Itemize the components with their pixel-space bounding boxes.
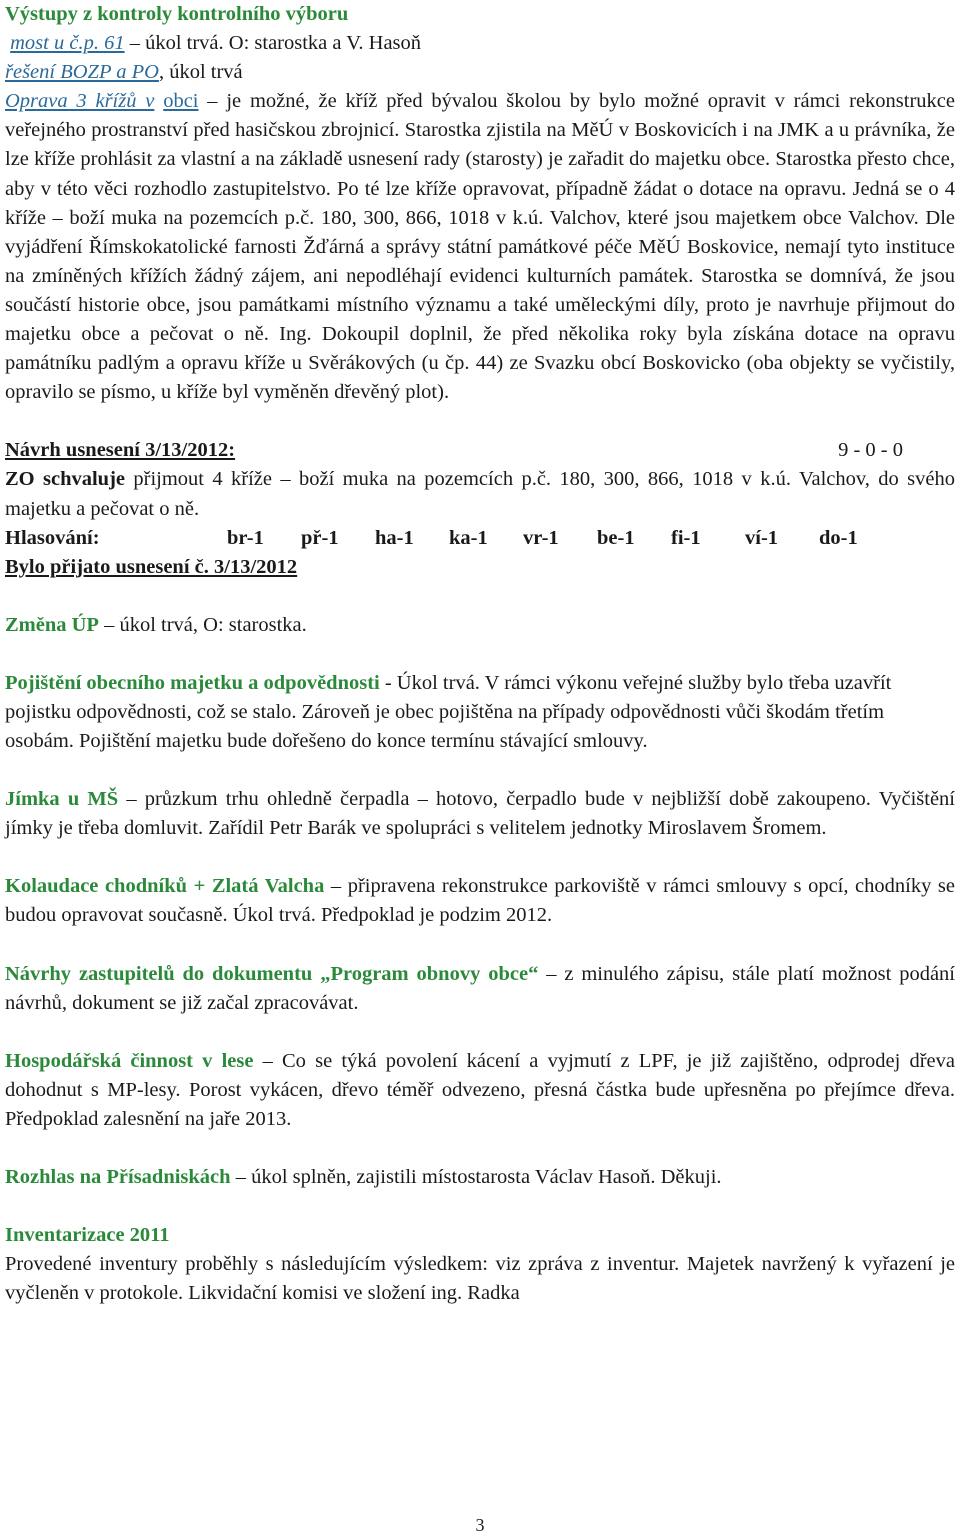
document-page — [5, 0, 955, 1308]
item-krize-text: – je možné, že kříž před bývalou školou by bylo možné opravit v rámci rekonstrukce veřejného prostranství před hasičskou zbrojnicí. Starostka zjistila na MěÚ v Boskovicích i na JMK a u právníka, že lze kříže prohlásit za vlastní a na základě usnesení rady (starosty) je zařadit do majetku obce. Starostka přesto chce, aby v této věci rozhodlo zastupitelstvo. Po té lze kříže opravovat, případně žádat o dotace na opravu. Jedná se o 4 kříže – boží muka na pozemcích p.č. 180, 300, 866, 1018 v k.ú. Valchov, které jsou majetkem obce Valchov. Dle vyjádření Římskokatolické farnosti Žďárná a správy státní památkové péče MěÚ Boskovice, nemají tyto instituce na zmíněných křížích žádný zájem, ani nepodléhají evidenci kulturních památek. Starostka se domnívá, že jsou součástí historie obce, jsou památkami místního významu a také uměleckými díly, proto je navrhuje přijmout do majetku obce a pečovat o ně. Ing. Dokoupil doplnil, že před několika roky byla získána dotace na opravu památníku padlým a opravu kříže u Svěrákových (u čp. 44) ze Svazku obcí Boskovicko (oba objekty se vyčistily, opravilo se písmo, u kříže byl vyměněn dřevěný plot). — [5, 90, 955, 404]
item-rozhlas — [5, 1163, 955, 1192]
item-insurance-title: Pojištění obecního majetku a odpovědnosti — [5, 671, 380, 694]
item-most — [5, 29, 955, 58]
item-inventarizace-text: Provedené inventury proběhly s následujícím výsledkem: viz zpráva z inventur. Majetek navržený k vyřazení je vyčleněn v protokole. Likvidační komisi ve složení ing. Radka — [5, 1253, 955, 1305]
item-krize — [5, 87, 955, 407]
item-navrhy — [5, 960, 955, 1018]
item-most-link[interactable]: most u č.p. 61 — [10, 32, 125, 55]
resolution-title: Návrh usnesení 3/13/2012: — [5, 439, 236, 462]
resolution-zo-text: přijmout 4 kříže – boží muka na pozemcích p.č. 180, 300, 866, 1018 v k.ú. Valchov, do svého majetku a pečovat o ně. — [5, 468, 955, 520]
resolution-zo: ZO schvaluje — [5, 468, 125, 491]
item-navrhy-text: – z minulého zápisu, stále platí možnost podání návrhů, dokument se již začal zpracovávat. — [5, 962, 956, 1014]
item-rozhlas-text: – úkol splněn, zajistili místostarosta Václav Hasoň. Děkuji. — [230, 1166, 722, 1188]
vote-item: ví-1 — [745, 526, 779, 549]
item-rozhlas-title: Rozhlas na Přísadniskách — [5, 1166, 231, 1188]
resolution-accepted: Bylo přijato usnesení č. 3/13/2012 — [5, 555, 298, 578]
item-inventarizace-title: Inventarizace 2011 — [5, 1224, 170, 1247]
item-jimka — [5, 785, 955, 843]
vote-label: Hlasování: — [5, 526, 100, 549]
item-krize-link[interactable]: Oprava 3 křížů v — [5, 90, 155, 113]
vote-item: do-1 — [819, 526, 858, 549]
item-jimka-text: – průzkum trhu ohledně čerpadla – hotovo, čerpadlo bude v nejbližší době zakoupeno. Vyčištění jímky je třeba domluvit. Zařídil Petr Barák ve spolupráci s velitelem jednotky Miroslavem Šromem. — [5, 788, 955, 840]
resolution-result: 9 - 0 - 0 — [838, 439, 903, 462]
item-bozp-link[interactable]: řešení BOZP a PO — [5, 61, 159, 84]
item-les — [5, 1047, 955, 1134]
item-bozp-text: , úkol trvá — [158, 61, 243, 84]
item-krize-link2[interactable]: obci — [163, 90, 199, 113]
item-kolaudace — [5, 872, 955, 930]
item-insurance-text: - Úkol trvá. V rámci výkonu veřejné služby bylo třeba uzavřít pojistku odpovědnosti, což se stalo. Zároveň je obec pojištěna na případy odpovědnosti vůči škodám třetím osobám. Pojištění majetku bude dořešeno do konce termínu stávající smlouvy. — [5, 671, 892, 753]
item-up-text: – úkol trvá, O: starostka. — [98, 613, 307, 636]
vote-item: vr-1 — [523, 526, 559, 549]
section-heading: Výstupy z kontroly kontrolního výboru — [5, 3, 349, 25]
vote-item: ha-1 — [375, 526, 414, 549]
item-kolaudace-text: – připravena rekonstrukce parkoviště v rámci smlouvy s opcí, chodníky se budou opravovat současně. Úkol trvá. Předpoklad je podzim 2012. — [5, 875, 955, 927]
item-navrhy-title: Návrhy zastupitelů do dokumentu „Program obnovy obce“ — [5, 962, 539, 985]
item-les-title: Hospodářská činnost v lese — [5, 1049, 254, 1072]
vote-row — [5, 524, 955, 553]
page-number: 3 — [475, 1515, 485, 1535]
item-up — [5, 611, 955, 640]
vote-item: př-1 — [301, 526, 339, 549]
item-up-title: Změna ÚP — [5, 613, 99, 636]
vote-item: be-1 — [597, 526, 635, 549]
item-kolaudace-title: Kolaudace chodníků + Zlatá Valcha — [5, 875, 325, 898]
item-insurance — [5, 669, 955, 756]
vote-item: fi-1 — [671, 526, 701, 549]
vote-item: br-1 — [227, 526, 264, 549]
vote-item: ka-1 — [449, 526, 488, 549]
item-bozp — [5, 58, 955, 87]
item-jimka-title: Jímka u MŠ — [5, 788, 119, 811]
resolution-text — [5, 465, 955, 523]
item-les-text: – Co se týká povolení kácení a vyjmutí z LPF, je již zajištěno, odprodej dřeva dohodnut s MP-lesy. Porost vykácen, dřevo téměř odvezeno, přesná částka bude upřesněna po přejímce dřeva. Předpoklad zalesnění na jaře 2013. — [5, 1049, 956, 1130]
item-most-text: – úkol trvá. O: starostka a V. Hasoň — [124, 32, 422, 55]
resolution-header — [5, 436, 955, 465]
